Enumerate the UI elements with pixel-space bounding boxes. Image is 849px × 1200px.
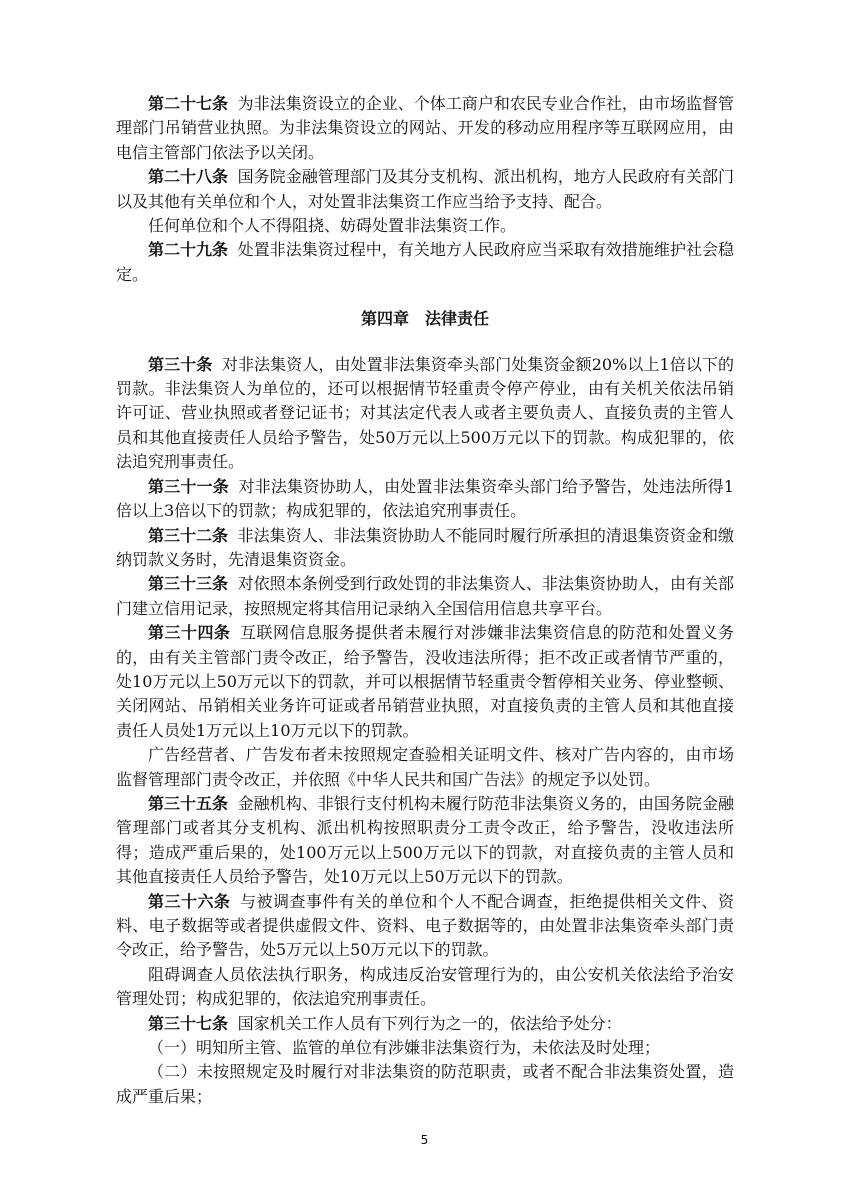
article-paragraph bbox=[116, 238, 734, 287]
paragraph-text: （二）未按照规定及时履行对非法集资的防范职责，或者不配合非法集资处置，造成严重后果； bbox=[116, 1062, 734, 1106]
article-paragraph bbox=[116, 353, 734, 475]
article-number: 第三十六条 bbox=[148, 891, 231, 911]
paragraph-text: 阻碍调查人员依法执行职务，构成违反治安管理行为的，由公安机关依法给予治安管理处罚；构成犯罪的，依法追究刑事责任。 bbox=[116, 964, 734, 1009]
article-paragraph bbox=[116, 572, 734, 621]
article-number: 第三十五条 bbox=[148, 793, 229, 813]
paragraph-text: 对依照本条例受到行政处罚的非法集资人、非法集资协助人，由有关部门建立信用记录，按照规定将其信用记录纳入全国信用信息共享平台。 bbox=[116, 574, 734, 618]
article-paragraph bbox=[116, 1012, 734, 1036]
paragraph-text: 对非法集资协助人，由处置非法集资牵头部门给予警告，处违法所得1倍以上3倍以下的罚款；构成犯罪的，依法追究刑事责任。 bbox=[116, 476, 734, 521]
clause-paragraph bbox=[116, 1060, 734, 1109]
paragraph-text: 互联网信息服务提供者未履行对涉嫌非法集资信息的防范和处置义务的，由有关主管部门责令改正，给予警告，没收违法所得；拒不改正或者情节严重的，处10万元以上50万元以下的罚款，并可以根据情节轻重责令暂停相关业务、停业整顿、关闭网站、吊销相关业务许可证或者吊销营业执照，对直接负责的主管人员和其他直接责任人员处1万元以上10万元以下的罚款。 bbox=[116, 623, 734, 740]
article-number: 第二十九条 bbox=[148, 240, 229, 260]
paragraph-text: 任何单位和个人不得阻挠、妨碍处置非法集资工作。 bbox=[148, 216, 517, 236]
article-paragraph bbox=[116, 524, 734, 573]
paragraph-text: 国家机关工作人员有下列行为之一的，依法给予处分： bbox=[237, 1013, 622, 1033]
page-number: 5 bbox=[420, 1133, 429, 1147]
article-paragraph bbox=[116, 792, 734, 890]
document-body bbox=[116, 92, 734, 1109]
clause-paragraph bbox=[116, 963, 734, 1012]
paragraph-text: （一）明知所主管、监管的单位有涉嫌非法集资行为，未依法及时处理； bbox=[148, 1038, 661, 1058]
paragraph-text: 金融机构、非银行支付机构未履行防范非法集资义务的，由国务院金融管理部门或者其分支机构、派出机构按照职责分工责令改正，给予警告，没收违法所得；造成严重后果的，处100万元以上500万元以下的罚款，对直接负责的主管人员和其他直接责任人员给予警告，处10万元以上50万元以下的罚款。 bbox=[116, 793, 734, 887]
clause-paragraph bbox=[116, 214, 734, 238]
article-number: 第三十四条 bbox=[148, 623, 231, 643]
paragraph-text: 对非法集资人，由处置非法集资牵头部门处集资金额20%以上1倍以下的罚款。非法集资人为单位的，还可以根据情节轻重责令停产停业，由有关机关依法吊销许可证、营业执照或者登记证书；对其法定代表人或者主要负责人、直接负责的主管人员和其他直接责任人员给予警告，处50万元以上500万元以下的罚款。构成犯罪的，依法追究刑事责任。 bbox=[116, 354, 734, 472]
paragraph-text: 与被调查事件有关的单位和个人不配合调查，拒绝提供相关文件、资料、电子数据等或者提供虚假文件、资料、电子数据等的，由处置非法集资牵头部门责令改正，给予警告，处5万元以上50万元以下的罚款。 bbox=[116, 891, 734, 960]
article-number: 第三十二条 bbox=[148, 525, 229, 545]
paragraph-text: 非法集资人、非法集资协助人不能同时履行所承担的清退集资资金和缴纳罚款义务时，先清退集资资金。 bbox=[116, 525, 734, 569]
article-number: 第三十一条 bbox=[148, 476, 229, 496]
article-paragraph bbox=[116, 165, 734, 214]
paragraph-text: 为非法集资设立的企业、个体工商户和农民专业合作社，由市场监督管理部门吊销营业执照。为非法集资设立的网站、开发的移动应用程序等互联网应用，由电信主管部门依法予以关闭。 bbox=[116, 94, 734, 162]
article-paragraph bbox=[116, 890, 734, 963]
clause-paragraph bbox=[116, 1036, 734, 1060]
chapter-title: 第四章 法律责任 bbox=[360, 309, 489, 329]
article-number: 第二十七条 bbox=[148, 94, 229, 113]
article-number: 第三十三条 bbox=[148, 574, 229, 594]
article-paragraph bbox=[116, 475, 734, 524]
paragraph-text: 处置非法集资过程中，有关地方人民政府应当采取有效措施维护社会稳定。 bbox=[116, 240, 734, 284]
article-number: 第三十条 bbox=[148, 354, 213, 374]
clause-paragraph bbox=[116, 743, 734, 792]
paragraph-text: 国务院金融管理部门及其分支机构、派出机构，地方人民政府有关部门以及其他有关单位和个人，对处置非法集资工作应当给予支持、配合。 bbox=[116, 167, 734, 211]
article-paragraph bbox=[116, 92, 734, 165]
section-chapter-four bbox=[116, 353, 734, 1110]
article-number: 第二十八条 bbox=[148, 167, 229, 187]
article-number: 第三十七条 bbox=[148, 1013, 229, 1033]
article-paragraph bbox=[116, 621, 734, 743]
paragraph-text: 广告经营者、广告发布者未按照规定查验相关证明文件、核对广告内容的，由市场监督管理部门责令改正，并依照《中华人民共和国广告法》的规定予以处罚。 bbox=[116, 745, 734, 789]
section-before-chapter bbox=[116, 92, 734, 287]
